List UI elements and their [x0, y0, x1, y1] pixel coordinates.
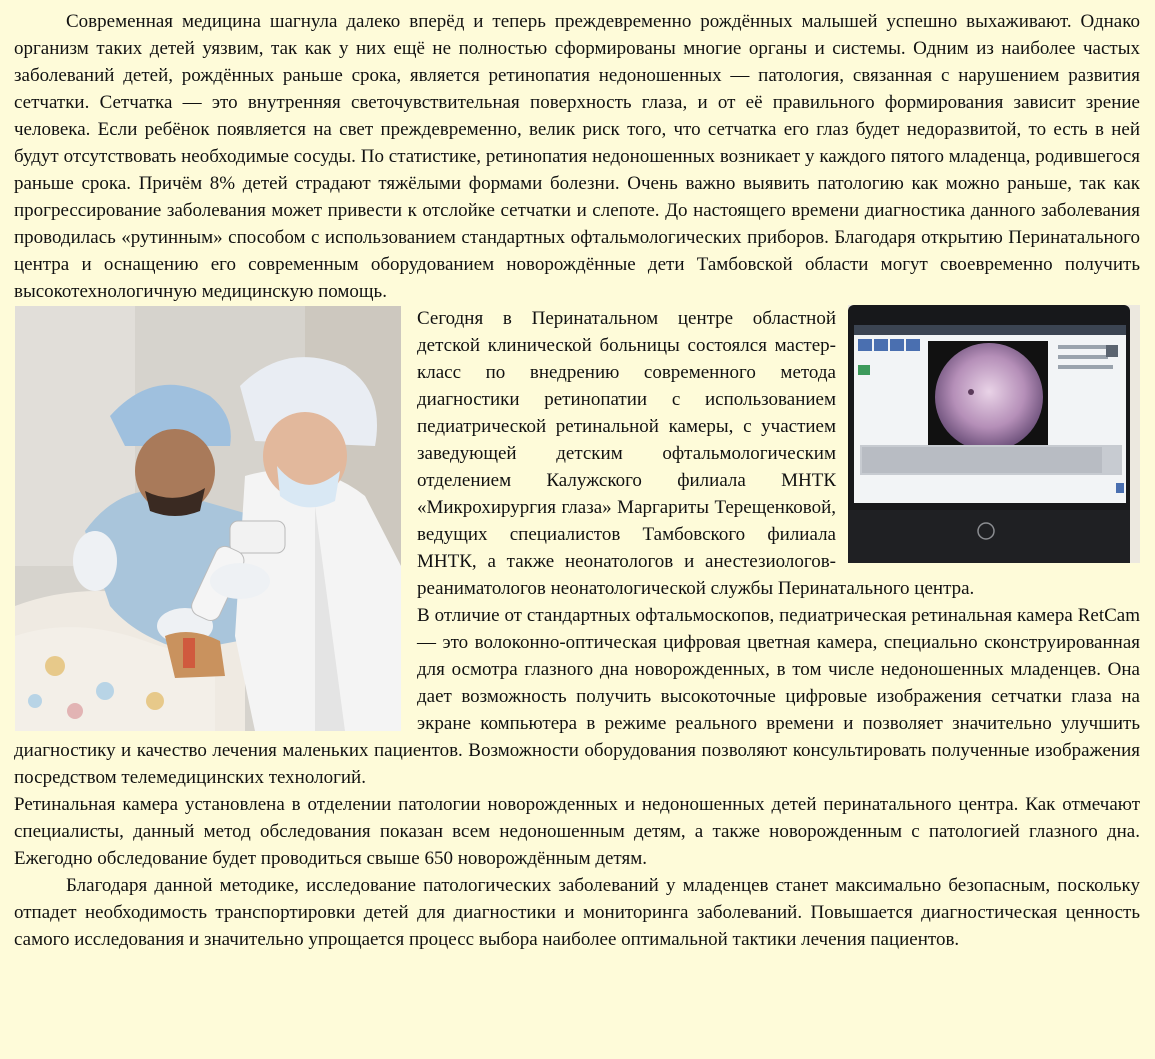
paragraph-installation: Ретинальная камера установлена в отделении патологии новорожденных и недоношенных детей перинатального центра. Как отмечают специалисты, данный метод обследования показан всем недоношенным детям, а также новорожденным с патологией глазного дна. Ежегодно обследование будет проводиться свыше 650 новорождённым детям. [14, 794, 1140, 869]
doctors-examining-infant-photo [15, 306, 401, 731]
paragraph-retcam: В отличие от стандартных офтальмоскопов, педиатрическая ретинальная камера RetCam — это волоконно-оптическая цифровая цветная камера, специально сконструированная для осмотра глазного дна новорожденных, в том числе недоношенных младенцев. Она дает возможность получить высокоточные цифровые изображения сетчатки глаза на экране компьютера в режиме реального времени и позволяет значительно улучшить диагностику и качество лечения маленьких пациентов. Возможности оборудования позволяют консультировать полученные изображения посредством телемедицинских технологий. [14, 605, 1140, 788]
paragraph-benefits: Благодаря данной методике, исследование патологических заболеваний у младенцев станет максимально безопасным, поскольку отпадет необходимость транспортировки детей для диагностики и мониторинга заболеваний. Повышается диагностическая ценность самого исследования и значительно упрощается процесс выбора наиболее оптимальной тактики лечения пациентов. [14, 875, 1140, 950]
laptop-retinal-image-photo [848, 305, 1140, 563]
paragraph-master-class: Сегодня в Перинатальном центре областной детской клинической больницы состоялся мастер-класс по внедрению современного метода диагностики ретинопатии с использованием педиатрической ретинальной камеры, с участием заведующей детским офтальмологическим отделением Калужского филиала МНТК «Микрохирургия глаза» Маргариты Терещенковой, ведущих специалистов Тамбовского филиала МНТК, а также неонатологов и анестезиологов-реаниматологов неонатологической службы Перинатального центра. [417, 308, 975, 599]
paragraph-intro: Современная медицина шагнула далеко вперёд и теперь преждевременно рождённых малышей успешно выхаживают. Однако организм таких детей уязвим, так как у них ещё не полностью сформированы многие органы и системы. Одним из наиболее частых заболеваний детей, рождённых раньше срока, является ретинопатия недоношенных — патология, связанная с нарушением развития сетчатки. Сетчатка — это внутренняя светочувствительная поверхность глаза, и от её правильного формирования зависит зрение человека. Если ребёнок появляется на свет преждевременно, велик риск того, что сетчатка его глаз будет недоразвитой, то есть в ней будут отсутствовать необходимые сосуды. По статистике, ретинопатия недоношенных возникает у каждого пятого младенца, родившегося раньше срока. Причём 8% детей страдают тяжёлыми формами болезни. Очень важно выявить патологию как можно раньше, так как прогрессирование заболевания может привести к отслойке сетчатки и слепоте. До настоящего времени диагностика данного заболевания проводилась «рутинным» способом с использованием стандартных офтальмологических приборов. Благодаря открытию Перинатального центра и оснащению его современным оборудованием новорождённые дети Тамбовской области могут своевременно получить высокотехнологичную медицинскую помощь. [14, 11, 1140, 302]
